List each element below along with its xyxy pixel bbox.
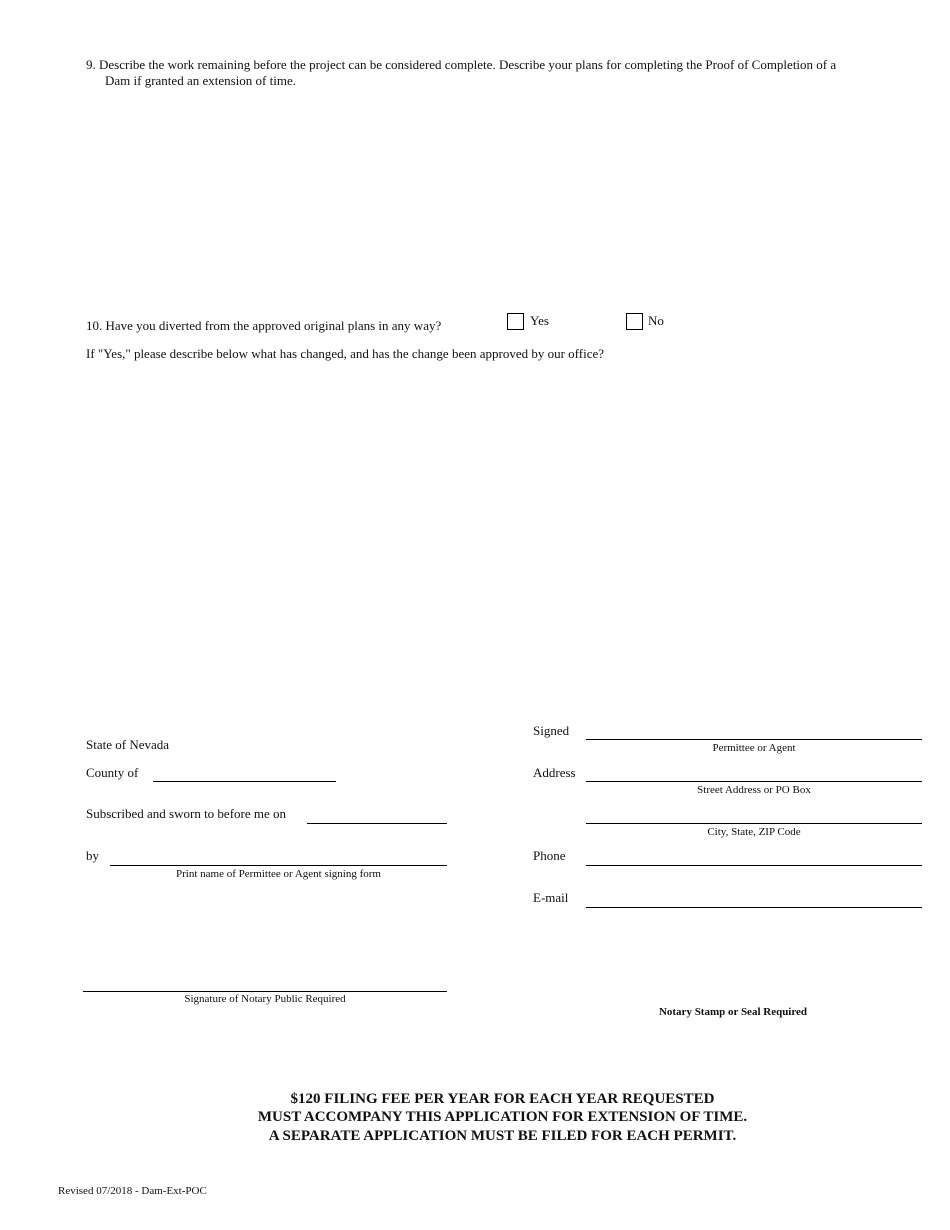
- fee-notice-line-1: $120 FILING FEE PER YEAR FOR EACH YEAR REQUESTED: [290, 1091, 715, 1107]
- question-9-answer-area[interactable]: [86, 96, 926, 296]
- by-label: by: [86, 848, 99, 863]
- question-9-text: 9. Describe the work remaining before the project can be considered complete. Describe your plans for completing the Proof of Completion of a: [86, 57, 837, 72]
- notary-signature-caption: Signature of Notary Public Required: [184, 993, 346, 1005]
- question-10-followup: If "Yes," please describe below what has changed, and has the change been approved by our office?: [86, 346, 605, 361]
- question-9-text-cont: Dam if granted an extension of time.: [105, 73, 296, 88]
- county-label: County of: [86, 765, 139, 780]
- signed-field[interactable]: [586, 739, 922, 740]
- phone-label: Phone: [533, 848, 566, 863]
- signed-caption: Permittee or Agent: [712, 742, 796, 754]
- notary-stamp-label: Notary Stamp or Seal Required: [658, 1006, 808, 1018]
- print-name-caption: Print name of Permittee or Agent signing form: [176, 868, 381, 880]
- city-state-zip-field[interactable]: [586, 823, 922, 824]
- notary-signature-field[interactable]: [83, 991, 447, 992]
- subscribed-label: Subscribed and sworn to before me on: [86, 806, 287, 821]
- yes-label: Yes: [530, 313, 549, 328]
- fee-notice-line-3: A SEPARATE APPLICATION MUST BE FILED FOR EACH PERMIT.: [268, 1128, 737, 1144]
- yes-checkbox[interactable]: [507, 313, 524, 330]
- no-checkbox[interactable]: [626, 313, 643, 330]
- city-caption: City, State, ZIP Code: [707, 826, 801, 838]
- state-label: State of Nevada: [86, 737, 170, 752]
- email-label: E-mail: [533, 890, 569, 905]
- email-field[interactable]: [586, 907, 922, 908]
- revision-footer: Revised 07/2018 - Dam-Ext-POC: [58, 1185, 207, 1197]
- question-10-text: 10. Have you diverted from the approved original plans in any way?: [86, 318, 442, 333]
- question-10-answer-area[interactable]: [86, 370, 926, 700]
- county-field[interactable]: [153, 781, 336, 782]
- address-label: Address: [533, 765, 576, 780]
- sworn-date-field[interactable]: [307, 823, 447, 824]
- fee-notice-line-2: MUST ACCOMPANY THIS APPLICATION FOR EXTENSION OF TIME.: [257, 1109, 748, 1125]
- phone-field[interactable]: [586, 865, 922, 866]
- street-address-field[interactable]: [586, 781, 922, 782]
- signed-label: Signed: [533, 723, 570, 738]
- street-caption: Street Address or PO Box: [697, 784, 811, 796]
- print-name-field[interactable]: [110, 865, 447, 866]
- no-label: No: [648, 313, 664, 328]
